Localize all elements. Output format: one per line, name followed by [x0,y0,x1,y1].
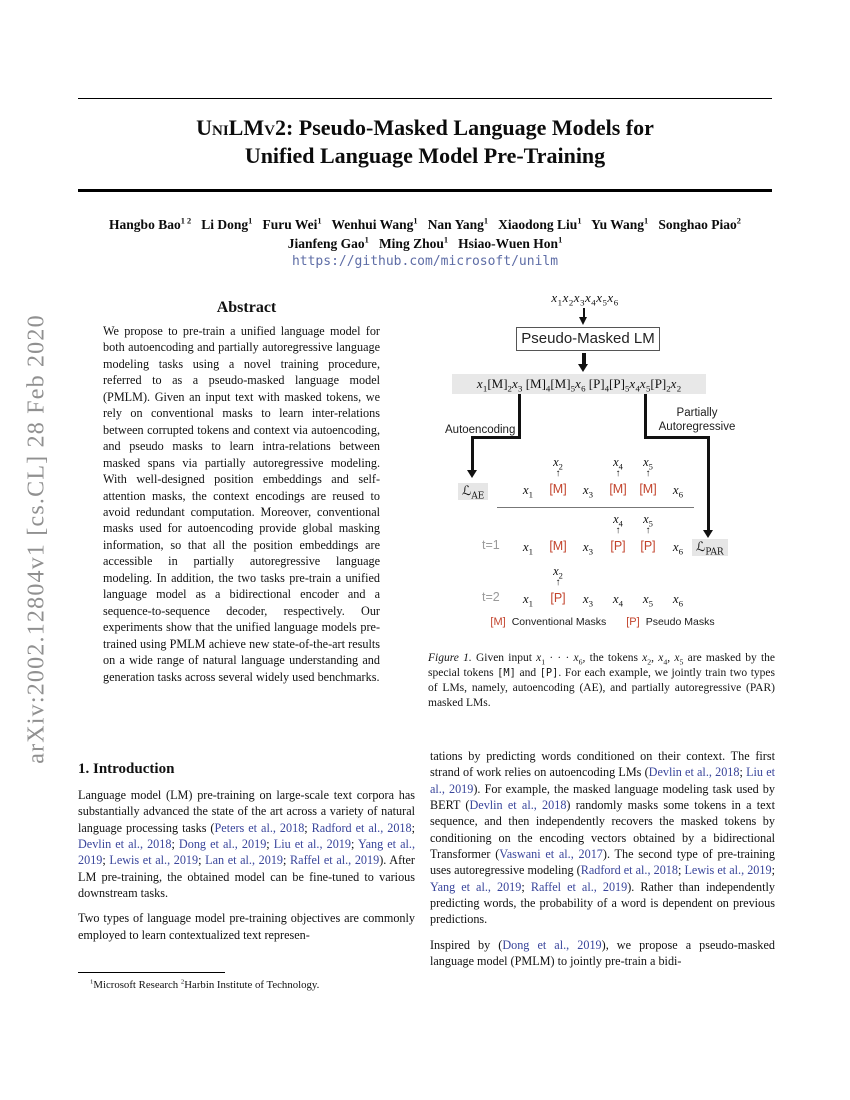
figure-input-tokens: $x_1x_2x_3x_4x_5x_6$ [551,290,619,308]
right-paragraph-1: tations by predicting words conditioned on their context. The first strand of work relies on autoencoding LMs (Devlin et al., 2018; Liu et al., 2019). For example, the masked language modeling task used by BERT (Devlin et al., 2018) randomly masks some tokens in a text sequence, and then independently recovers the masked tokens by conditioning on the encoding vectors obtained by a bidirectional Transformer (Vaswani et al., 2017). The second type of pre-training uses autoregressive modeling (Radford et al., 2018; Lewis et al., 2019; Yang et al., 2019; Raffel et al., 2019). Rather than independently predicting words, the probability of a word is dependent on previous predictions. [430,749,775,927]
mask-token: [M] [549,539,567,553]
header-rule-bottom [78,189,772,192]
header-rule-top [78,98,772,99]
figure-caption: Figure 1. Given input $x_1$ · · · $x_6$, the tokens $x_2$, $x_4$, $x_5$ are masked by the special tokens [M] and [P]. For each example, we jointly train two types of LMs, namely, autoencoding (AE), and partially autoregressive (PAR) masked LMs. [428,652,776,709]
citation-link[interactable]: Lewis et al., 2019 [684,863,772,878]
figure-legend [470,616,735,628]
footnote-rule [78,972,225,973]
autoencoding-label: Autoencoding [445,424,516,436]
masked-token-sequence: $x_1[M]_2x_3$ $[M]_4[M]_5x_6$ $[P]_4[P]_5x_4x_5[P]_2x_2$ [452,374,706,394]
citation-link[interactable]: Peters et al., 2018 [214,820,305,835]
word-token: $x_3$ [582,591,594,609]
t2-label: t=2 [482,590,500,604]
citation-link[interactable]: Radford et al., 2018 [580,863,678,878]
connector-line [644,436,710,439]
citation-link[interactable]: Vaswani et al., 2017 [499,847,603,862]
up-arrow-icon: ↑ [555,468,561,479]
page-title [0,114,850,170]
author-line-2: Jianfeng Gao$^1$ Ming Zhou$^1$ Hsiao-Wuen Hon$^1$ [287,235,563,251]
token-slot [663,513,693,556]
ae-token-row [513,456,693,499]
up-arrow-icon: ↑ [645,468,651,479]
word-token: $x_3$ [582,482,594,500]
mask-token: [P] [550,591,566,605]
connector-line [707,436,710,530]
word-token: $x_4$ [612,591,624,609]
citation-link[interactable]: Dong et al., 2019 [502,937,602,952]
title-brand: UniLMv2 [196,115,286,140]
citation-link[interactable]: Devlin et al., 2018 [78,837,172,852]
right-column [430,748,775,969]
token-slot [513,513,543,556]
citation-link[interactable]: Lewis et al., 2019 [109,853,199,868]
arxiv-stamp: arXiv:2002.12804v1 [cs.CL] 28 Feb 2020 [23,314,50,764]
token-slot [633,456,663,499]
word-token: $x_6$ [672,482,684,500]
figure-1-diagram [430,285,775,645]
mask-m-token: [M] [490,616,506,628]
arrow-down-icon [583,308,586,317]
word-token: $x_1$ [522,482,534,500]
predicted-token-label: $x_4$ [613,512,623,529]
up-arrow-icon: ↑ [645,525,651,536]
title-rest: : Pseudo-Masked Language Models for [285,115,654,140]
mask-token: [M] [549,482,567,496]
token-slot [633,565,663,608]
abstract-text: We propose to pre-train a unified language model for both autoencoding and partially autoregressive language modeling tasks using a novel training procedure, referred to as a pseudo-masked language model (PMLM). Given an input text with masked tokens, we rely on conventional masks to learn inter-relations between corrupted tokens and context via autoencoding, and pseudo masks to learn intra-relations between masked spans via partially autoregressive modeling. With well-designed position embeddings and self-attention masks, the context encodings are reused to avoid redundant computation. Moreover, conventional masks used for autoencoding provide global masking information, so that all the position embeddings are accessible in partially autoregressive language modeling. In addition, the two tasks pre-train a unified language model as a bidirectional encoder and a sequence-to-sequence decoder, respectively. Our experiments show that the unified language models pre-trained using PMLM achieve new state-of-the-art results on a wide range of natural language understanding and generation tasks across several widely used benchmarks. [103,324,380,684]
arrow-down-icon [582,353,586,364]
connector-line [471,436,474,470]
arrowhead-icon [579,317,587,325]
intro-paragraph-2: Two types of language model pre-training objectives are commonly employed to learn contextualized text represen- [78,911,415,942]
abstract-heading: Abstract [216,299,277,316]
token-slot [573,456,603,499]
par-t2-token-row [513,565,693,608]
predicted-token-label: $x_4$ [613,455,623,472]
citation-link[interactable]: Liu et al., 2019 [273,837,351,852]
token-slot [603,513,633,556]
github-link[interactable]: https://github.com/microsoft/unilm [291,254,559,269]
predicted-token-label: $x_5$ [643,455,653,472]
mask-p-label: Pseudo Masks [645,616,715,628]
row-divider [497,507,694,508]
title-line1 [0,114,850,142]
title-line2: Unified Language Model Pre-Training [244,143,606,168]
author-line-1: Hangbo Bao$^{1 2}$ Li Dong$^1$ Furu Wei$^1$ Wenhui Wang$^1$ Nan Yang$^1$ Xiaodong Liu$^1$ Yu Wang$^1$ Songhao Piao$^2$ [109,216,741,232]
word-token: $x_5$ [642,591,654,609]
par-t1-token-row [513,513,693,556]
mask-m-label: Conventional Masks [511,616,607,628]
predicted-token-label: $x_5$ [643,512,653,529]
mask-token: [M] [609,482,627,496]
arrowhead-icon [703,530,713,538]
mask-p-token: [P] [626,616,640,628]
loss-par: ℒ$_{PAR}$ [692,539,728,556]
citation-link[interactable]: Raffel et al., 2019 [530,879,628,894]
citation-link[interactable]: Devlin et al., 2018 [648,765,740,780]
citation-link[interactable]: Dong et al., 2019 [178,837,267,852]
mask-token: [P] [610,539,626,553]
word-token: $x_1$ [522,539,534,557]
citation-link[interactable]: Radford et al., 2018 [311,820,412,835]
mask-token: [M] [639,482,657,496]
arrowhead-icon [467,470,477,478]
arrowhead-icon [578,364,588,372]
token-slot [633,513,663,556]
connector-line [644,394,647,439]
t1-label: t=1 [482,538,500,552]
loss-ae: ℒ$_{AE}$ [458,483,488,500]
citation-link[interactable]: Yang et al., 2019 [78,837,416,868]
citation-link[interactable]: Liu et al., 2019 [430,765,775,796]
affiliation-footnote: $^1$Microsoft Research $^2$Harbin Institute of Technology. [90,978,320,991]
left-column [78,787,415,943]
section-heading-introduction: 1. Introduction [78,761,175,777]
up-arrow-icon: ↑ [615,525,621,536]
up-arrow-icon: ↑ [615,468,621,479]
word-token: $x_6$ [672,539,684,557]
pseudo-masked-lm-box: Pseudo-Masked LM [516,327,660,351]
connector-line [518,394,521,439]
token-slot [573,565,603,608]
citation-link[interactable]: Raffel et al., 2019 [290,853,380,868]
predicted-token-label: $x_2$ [553,564,563,581]
token-slot [573,513,603,556]
word-token: $x_6$ [672,591,684,609]
token-slot [603,565,633,608]
mask-token: [P] [640,539,656,553]
word-token: $x_3$ [582,539,594,557]
citation-link[interactable]: Yang et al., 2019 [430,879,522,894]
citation-link[interactable]: Devlin et al., 2018 [469,798,567,813]
up-arrow-icon: ↑ [555,577,561,588]
intro-paragraph-1: Language model (LM) pre-training on large-scale text corpora has substantially advanced the state of the art across a variety of natural language processing tasks (Peters et al., 2018; Radford et al., 2018; Devlin et al., 2018; Dong et al., 2019; Liu et al., 2019; Yang et al., 2019; Lewis et al., 2019; Lan et al., 2019; Raffel et al., 2019). After LM pre-training, the obtained model can be fine-tuned to various downstream tasks. [78,788,416,901]
token-slot [543,513,573,556]
partially-autoregressive-label: Partially Autoregressive [658,407,736,433]
token-slot [663,456,693,499]
token-slot [543,565,573,608]
right-paragraph-2: Inspired by (Dong et al., 2019), we propose a pseudo-masked language model (PMLM) to jointly pre-train a bidi- [430,937,775,969]
word-token: $x_1$ [522,591,534,609]
token-slot [513,456,543,499]
citation-link[interactable]: Lan et al., 2019 [205,853,284,868]
predicted-token-label: $x_2$ [553,455,563,472]
token-slot [543,456,573,499]
token-slot [663,565,693,608]
token-slot [603,456,633,499]
token-slot [513,565,543,608]
